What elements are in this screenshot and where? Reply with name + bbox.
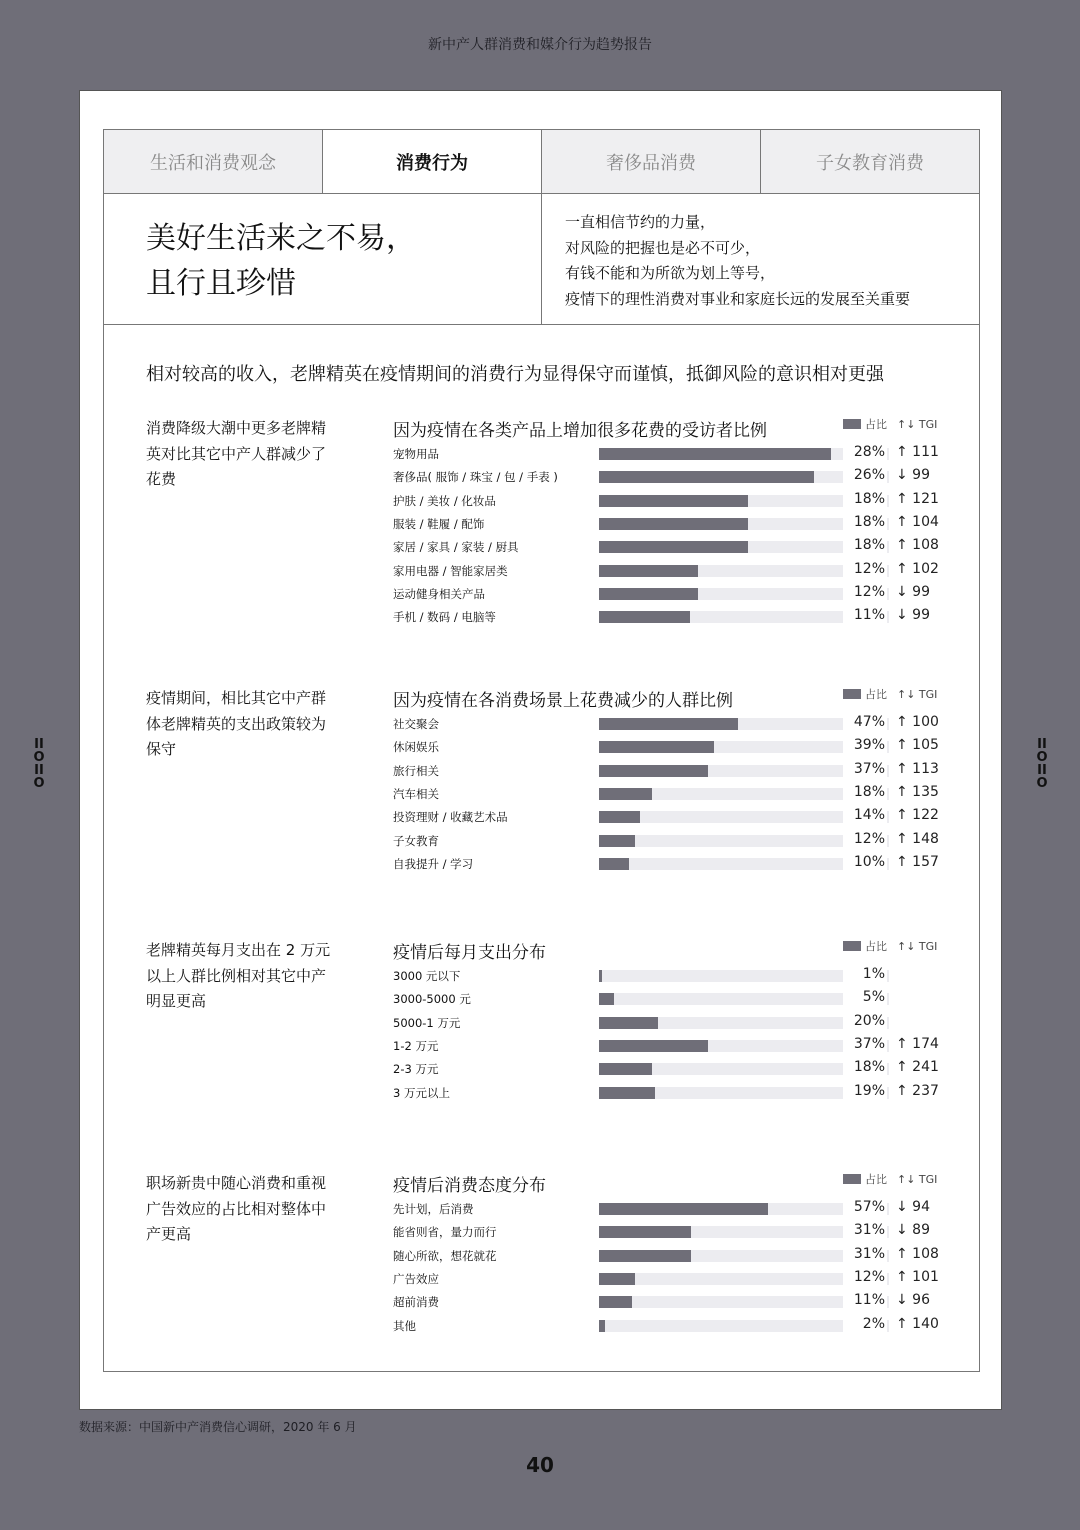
bar-row bbox=[393, 606, 953, 629]
bar-value: 26% bbox=[843, 467, 887, 483]
bar-row bbox=[393, 1012, 953, 1035]
bar bbox=[599, 718, 738, 730]
chart-title: 疫情后消费态度分布 bbox=[393, 1176, 546, 1196]
bar-label: 奢侈品( 服饰 / 珠宝 / 包 / 手表 ) bbox=[393, 470, 558, 485]
tab-luxury[interactable]: 奢侈品消费 bbox=[542, 130, 761, 193]
bar-value: 11% bbox=[843, 1292, 887, 1308]
bar-label: 手机 / 数码 / 电脑等 bbox=[393, 610, 496, 625]
bar bbox=[599, 495, 748, 507]
bar-value: 57% bbox=[843, 1199, 887, 1215]
bar-row bbox=[393, 1082, 953, 1105]
report-page bbox=[79, 90, 1002, 1410]
legend-share: 占比 bbox=[865, 418, 887, 431]
bar bbox=[599, 970, 602, 982]
tgi-value: ↓ 99 bbox=[896, 467, 930, 484]
bar-label: 投资理财 / 收藏艺术品 bbox=[393, 810, 508, 825]
bar-label: 5000-1 万元 bbox=[393, 1015, 461, 1030]
bar-row bbox=[393, 443, 953, 466]
legend-share: 占比 bbox=[865, 940, 887, 953]
bar-label: 休闲娱乐 bbox=[393, 740, 439, 755]
bar-label: 3000-5000 元 bbox=[393, 992, 471, 1007]
quote-line: 有钱不能和为所欲为划上等号， bbox=[565, 264, 776, 282]
bar-value: 31% bbox=[843, 1246, 887, 1262]
tgi-value: ↓ 89 bbox=[896, 1222, 930, 1239]
bar-value: 12% bbox=[843, 584, 887, 600]
tgi-value: ↑ 140 bbox=[896, 1315, 939, 1332]
bar-row bbox=[393, 583, 953, 606]
bar-row bbox=[393, 1198, 953, 1221]
content-frame bbox=[103, 129, 980, 1372]
bar-value: 18% bbox=[843, 1059, 887, 1075]
bar bbox=[599, 565, 698, 577]
tgi-value: ↓ 99 bbox=[896, 607, 930, 624]
bar-row bbox=[393, 783, 953, 806]
bar-label: 能省则省，量力而行 bbox=[393, 1225, 497, 1240]
bar bbox=[599, 541, 748, 553]
bar-label: 子女教育 bbox=[393, 833, 439, 848]
bar-row bbox=[393, 736, 953, 759]
right-side-mark: II O II O bbox=[1036, 737, 1048, 791]
bar bbox=[599, 448, 831, 460]
bar-value: 37% bbox=[843, 761, 887, 777]
bar-row bbox=[393, 1221, 953, 1244]
bar-value: 12% bbox=[843, 1269, 887, 1285]
bar-row bbox=[393, 988, 953, 1011]
bar bbox=[599, 1040, 708, 1052]
bar-value: 39% bbox=[843, 737, 887, 753]
quote bbox=[542, 194, 910, 324]
bar-label: 服装 / 鞋履 / 配饰 bbox=[393, 516, 485, 531]
bar-label: 2-3 万元 bbox=[393, 1062, 439, 1077]
bar-row bbox=[393, 806, 953, 829]
tgi-value: ↑ 174 bbox=[896, 1035, 939, 1052]
bar-value: 28% bbox=[843, 444, 887, 460]
bar bbox=[599, 1250, 691, 1262]
bar-row bbox=[393, 1268, 953, 1291]
tgi-value: ↑ 105 bbox=[896, 737, 939, 754]
bar bbox=[599, 1087, 655, 1099]
tgi-value: ↑ 237 bbox=[896, 1082, 939, 1099]
legend-swatch bbox=[843, 1174, 861, 1184]
tgi-value: ↑ 102 bbox=[896, 560, 939, 577]
tgi-value: ↑ 122 bbox=[896, 807, 939, 824]
tgi-value: ↑ 104 bbox=[896, 513, 939, 530]
bar-label: 家居 / 家具 / 家装 / 厨具 bbox=[393, 540, 519, 555]
bar-row bbox=[393, 1245, 953, 1268]
tab-lifestyle[interactable]: 生活和消费观念 bbox=[104, 130, 323, 193]
tgi-value: ↑ 157 bbox=[896, 853, 939, 870]
tgi-value: ↑ 241 bbox=[896, 1059, 939, 1076]
bar bbox=[599, 1203, 768, 1215]
data-source: 数据来源：中国新中产消费信心调研，2020 年 6 月 bbox=[79, 1420, 357, 1434]
bar bbox=[599, 1296, 632, 1308]
bar bbox=[599, 811, 640, 823]
legend-swatch bbox=[843, 941, 861, 951]
bar bbox=[599, 993, 614, 1005]
bar bbox=[599, 765, 708, 777]
bar bbox=[599, 1017, 658, 1029]
bar bbox=[599, 835, 635, 847]
bar-row bbox=[393, 1291, 953, 1314]
bar-label: 汽车相关 bbox=[393, 786, 439, 801]
chart-legend bbox=[843, 686, 937, 702]
bar-row bbox=[393, 713, 953, 736]
bar bbox=[599, 518, 748, 530]
legend-share: 占比 bbox=[865, 688, 887, 701]
bar-value: 31% bbox=[843, 1222, 887, 1238]
hero-section bbox=[104, 194, 979, 325]
bar-value: 47% bbox=[843, 714, 887, 730]
intro-text: 相对较高的收入，老牌精英在疫情期间的消费行为显得保守而谨慎，抵御风险的意识相对更强 bbox=[146, 364, 884, 385]
bar bbox=[599, 471, 814, 483]
bar bbox=[599, 1320, 605, 1332]
bar-value: 1% bbox=[843, 966, 887, 982]
chart-legend bbox=[843, 416, 937, 432]
chart-legend bbox=[843, 1171, 937, 1187]
tgi-value: ↑ 108 bbox=[896, 537, 939, 554]
bar bbox=[599, 1226, 691, 1238]
tgi-value: ↑ 148 bbox=[896, 830, 939, 847]
bar-label: 3 万元以上 bbox=[393, 1085, 450, 1100]
bar-row bbox=[393, 513, 953, 536]
tgi-value: ↓ 99 bbox=[896, 583, 930, 600]
bar-value: 14% bbox=[843, 807, 887, 823]
tgi-value: ↑ 100 bbox=[896, 714, 939, 730]
bar-label: 先计划，后消费 bbox=[393, 1202, 474, 1216]
legend-tgi: ↑↓ TGI bbox=[897, 687, 938, 701]
quote-line: 对风险的把握也是必不可少， bbox=[565, 238, 761, 257]
headline bbox=[104, 194, 542, 324]
report-title: 新中产人群消费和媒介行为趋势报告 bbox=[428, 37, 652, 53]
bar-value: 18% bbox=[843, 491, 887, 507]
bar-row bbox=[393, 490, 953, 513]
bar-label: 其他 bbox=[393, 1318, 416, 1333]
bar bbox=[599, 1273, 635, 1285]
section-tabs bbox=[104, 130, 979, 194]
tgi-value: ↑ 108 bbox=[896, 1245, 939, 1262]
bar-row bbox=[393, 1315, 953, 1338]
bar-row bbox=[393, 1058, 953, 1081]
bar-row bbox=[393, 760, 953, 783]
headline-line: 美好生活来之不易， bbox=[146, 221, 416, 256]
quote-line: 疫情下的理性消费对事业和家庭长远的发展至关重要 bbox=[565, 289, 911, 308]
bar-value: 12% bbox=[843, 561, 887, 577]
tab-education[interactable]: 子女教育消费 bbox=[761, 130, 979, 193]
legend-swatch bbox=[843, 419, 861, 429]
chart-caption: 职场新贵中随心消费和重视广告效应的占比相对整体中产更高 bbox=[146, 1174, 327, 1243]
tgi-value: ↑ 113 bbox=[896, 760, 939, 777]
tgi-value: ↑ 101 bbox=[896, 1268, 939, 1285]
bar-value: 18% bbox=[843, 537, 887, 553]
bar-row bbox=[393, 965, 953, 988]
bar-value: 20% bbox=[843, 1013, 887, 1029]
bar-label: 旅行相关 bbox=[393, 763, 439, 778]
bar-label: 宠物用品 bbox=[393, 447, 439, 461]
tgi-value: ↑ 121 bbox=[896, 490, 939, 507]
quote-line: 一直相信节约的力量， bbox=[565, 213, 716, 231]
chart-caption: 消费降级大潮中更多老牌精英对比其它中产人群减少了花费 bbox=[146, 419, 327, 488]
tgi-value: ↑ 111 bbox=[896, 444, 939, 460]
bar-value: 12% bbox=[843, 831, 887, 847]
chart-title: 因为疫情在各类产品上增加很多花费的受访者比例 bbox=[393, 421, 767, 441]
bar-label: 1-2 万元 bbox=[393, 1038, 439, 1053]
bar-value: 18% bbox=[843, 784, 887, 800]
bar-label: 超前消费 bbox=[393, 1295, 439, 1310]
legend-swatch bbox=[843, 689, 861, 699]
bar-value: 5% bbox=[843, 989, 887, 1005]
bar-label: 自我提升 / 学习 bbox=[393, 856, 474, 871]
legend-tgi: ↑↓ TGI bbox=[897, 939, 938, 953]
left-side-mark: II O II O bbox=[33, 737, 45, 791]
legend-tgi: ↑↓ TGI bbox=[897, 1172, 938, 1186]
bar-value: 11% bbox=[843, 607, 887, 623]
bar-value: 18% bbox=[843, 514, 887, 530]
bar-label: 随心所欲，想花就花 bbox=[393, 1248, 497, 1263]
chart-title: 疫情后每月支出分布 bbox=[393, 943, 546, 963]
tab-consumption-behavior[interactable]: 消费行为 bbox=[323, 130, 542, 193]
bar bbox=[599, 588, 698, 600]
bar bbox=[599, 611, 690, 623]
bar-value: 10% bbox=[843, 854, 887, 870]
tgi-value: ↓ 94 bbox=[896, 1199, 930, 1215]
bar-label: 3000 元以下 bbox=[393, 969, 461, 983]
bar-label: 家用电器 / 智能家居类 bbox=[393, 563, 508, 578]
bar-label: 护肤 / 美妆 / 化妆品 bbox=[393, 493, 496, 508]
bar-label: 广告效应 bbox=[393, 1271, 439, 1286]
tgi-value: ↑ 135 bbox=[896, 783, 939, 800]
bar-row bbox=[393, 830, 953, 853]
chart-caption: 老牌精英每月支出在 2 万元以上人群比例相对其它中产明显更高 bbox=[146, 941, 331, 1010]
bar-label: 运动健身相关产品 bbox=[393, 586, 485, 601]
legend-share: 占比 bbox=[865, 1173, 887, 1186]
legend-tgi: ↑↓ TGI bbox=[897, 417, 938, 431]
bar-label: 社交聚会 bbox=[393, 717, 439, 731]
headline-line: 且行且珍惜 bbox=[146, 266, 296, 301]
bar bbox=[599, 741, 714, 753]
bar-row bbox=[393, 560, 953, 583]
bar-row bbox=[393, 853, 953, 876]
page-number: 40 bbox=[526, 1453, 554, 1477]
bar-value: 2% bbox=[843, 1316, 887, 1332]
chart-legend bbox=[843, 938, 937, 954]
bar bbox=[599, 788, 652, 800]
bar-value: 19% bbox=[843, 1083, 887, 1099]
bar bbox=[599, 1063, 652, 1075]
bar-value: 37% bbox=[843, 1036, 887, 1052]
tgi-value: ↓ 96 bbox=[896, 1292, 930, 1309]
bar-row bbox=[393, 536, 953, 559]
chart-title: 因为疫情在各消费场景上花费减少的人群比例 bbox=[393, 691, 733, 711]
chart-caption: 疫情期间，相比其它中产群体老牌精英的支出政策较为保守 bbox=[146, 689, 327, 758]
bar-row bbox=[393, 1035, 953, 1058]
bar bbox=[599, 858, 629, 870]
bar-row bbox=[393, 466, 953, 489]
